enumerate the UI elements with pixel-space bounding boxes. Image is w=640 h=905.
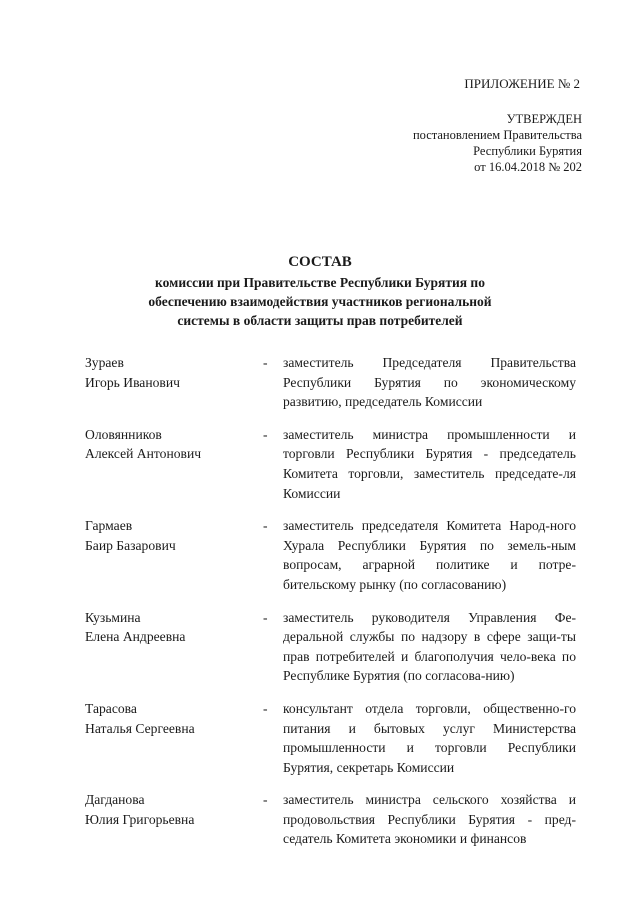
document-heading [0,253,640,330]
member-entry [85,516,585,594]
member-description: заместитель Председателя Правительства Республики Бурятия по экономическому развитию, председатель Комиссии [283,355,576,410]
member-given-names: Елена Андреевна [85,629,186,645]
member-given-names: Баир Базарович [85,537,176,553]
member-dash: - [263,700,268,716]
member-description: заместитель председателя Комитета Народ-ного Хурала Республики Бурятия по земель-ным вопросам, аграрной политике и потре-бительскому рынку (по согласованию) [283,518,576,592]
member-entry [85,425,585,503]
member-surname: Кузьмина [85,609,141,625]
member-description: заместитель министра промышленности и торговли Республики Бурятия - председатель Комитета торговли, заместитель председате-ля Комиссии [283,426,576,501]
document-title: СОСТАВ [288,254,352,270]
member-surname: Зураев [85,355,124,370]
member-entry [85,608,585,686]
member-name [85,790,263,849]
member-name [85,608,263,686]
member-name [85,353,263,412]
member-dash: - [263,426,268,442]
member-entry [85,790,585,849]
member-name [85,425,263,503]
member-entry [85,353,585,412]
member-given-names: Наталья Сергеевна [85,720,195,736]
member-surname: Гармаев [85,518,133,534]
member-description: заместитель руководителя Управления Фе-деральной службы по надзору в сфере защи-ты прав потребителей и благополучия чело-века по Республике Бурятия (по согласова-нию) [283,609,576,684]
approval-block [413,111,582,175]
member-dash: - [263,609,268,625]
member-given-names: Юлия Григорьевна [85,811,195,827]
member-dash: - [263,518,268,534]
member-given-names: Алексей Антонович [85,446,202,462]
approval-date: от 16.04.2018 № 202 [474,160,582,174]
member-description: консультант отдела торговли, общественно-го питания и бытовых услуг Министерства промышленности и торговли Республики Бурятия, секретарь Комиссии [283,700,576,775]
member-dash: - [263,792,268,808]
member-surname: Дагданова [85,792,145,808]
member-name [85,699,263,777]
member-description: заместитель министра сельского хозяйства и продовольствия Республики Бурятия - пред-седатель Комитета экономики и финансов [283,792,576,847]
approved-label: УТВЕРЖДЕН [506,112,582,126]
approved-by-line-2: Республики Бурятия [473,144,582,158]
member-given-names: Игорь Иванович [85,374,180,390]
heading-line-3: системы в области защиты прав потребителей [177,313,463,328]
member-dash: - [263,355,268,370]
heading-line-2: обеспечению взаимодействия участников региональной [148,294,492,309]
approved-by-line-1: постановлением Правительства [412,128,582,142]
member-surname: Оловянников [85,426,162,442]
heading-line-1: комиссии при Правительстве Республики Бурятия по [155,275,485,290]
member-surname: Тарасова [85,700,137,716]
members-list [85,353,585,862]
appendix-label: ПРИЛОЖЕНИЕ № 2 [464,76,580,91]
member-entry [85,699,585,777]
member-name [85,516,263,594]
